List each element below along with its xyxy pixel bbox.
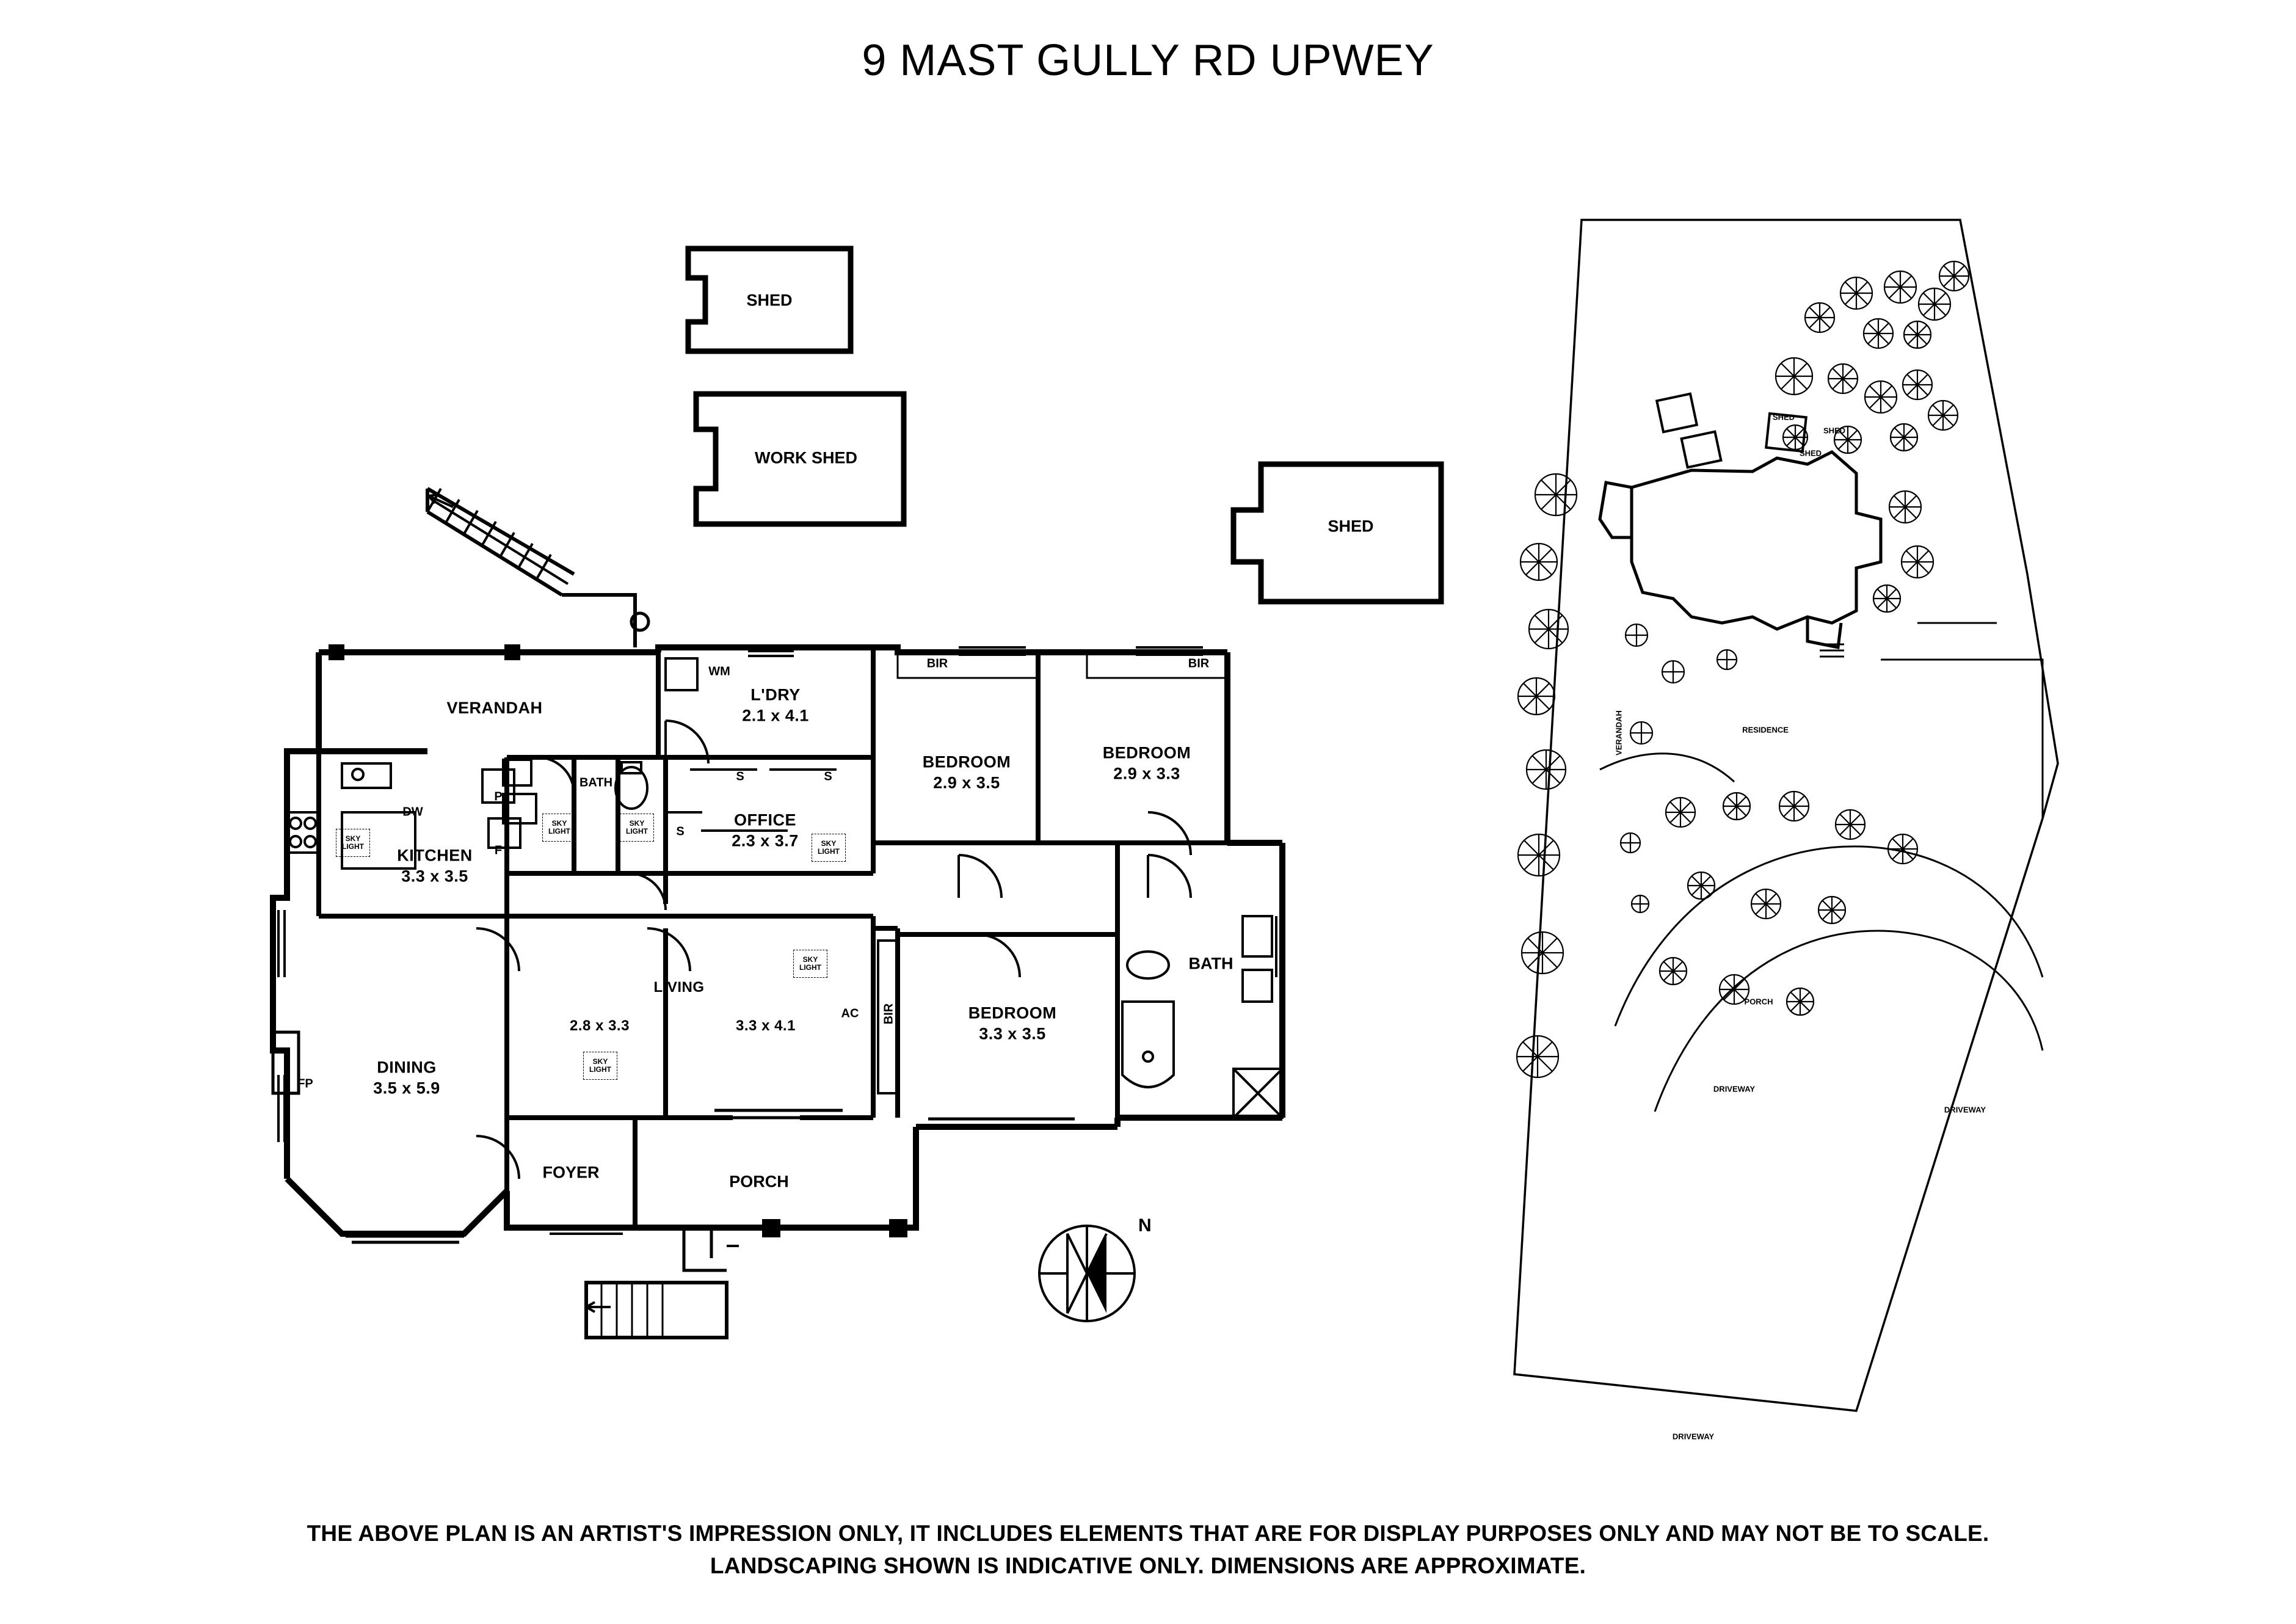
label-work-shed: WORK SHED — [755, 448, 857, 467]
site-label-shed-3: SHED — [1823, 426, 1846, 435]
site-label-driveway-1: DRIVEWAY — [1713, 1084, 1756, 1094]
site-label-shed-2: SHED — [1799, 448, 1822, 458]
label-shed-right: SHED — [1328, 517, 1374, 536]
room-label-laundry: L'DRY 2.1 x 4.1 — [742, 685, 809, 724]
compass-rose — [1039, 1226, 1135, 1321]
house-outer-walls — [273, 647, 1282, 1234]
label-bir-1: BIR — [926, 657, 948, 671]
label-shed-top: SHED — [746, 291, 793, 310]
room-label-bedroom-1: BEDROOM 2.9 x 3.5 — [922, 752, 1011, 792]
label-foyer: FOYER — [542, 1163, 600, 1182]
steps-rear — [427, 489, 635, 647]
site-label-driveway-2: DRIVEWAY — [1944, 1105, 1986, 1115]
label-bir-2: BIR — [1188, 657, 1210, 671]
room-label-dining: DINING 3.5 x 5.9 — [373, 1058, 440, 1097]
label-ac: AC — [841, 1007, 859, 1021]
room-label-living: LIVING — [653, 979, 705, 996]
room-label-office: OFFICE 2.3 x 3.7 — [732, 810, 799, 850]
skylight-bath: SKY LIGHT — [620, 814, 654, 842]
label-bath-main: BATH — [1188, 954, 1233, 973]
room-label-bedroom-3: BEDROOM 3.3 x 3.5 — [968, 1003, 1057, 1043]
skylight-living: SKY LIGHT — [793, 950, 827, 978]
label-pantry: P — [494, 790, 503, 804]
skylight-office: SKY LIGHT — [812, 834, 846, 862]
site-label-driveway-3: DRIVEWAY — [1672, 1432, 1715, 1441]
room-label-bedroom-2: BEDROOM 2.9 x 3.3 — [1102, 743, 1191, 782]
site-plan-drawing — [1490, 195, 2211, 1417]
room-label-kitchen: KITCHEN 3.3 x 3.5 — [397, 846, 473, 885]
label-s-2: S — [824, 770, 832, 784]
label-fridge: F — [494, 843, 503, 858]
disclaimer-line-1: THE ABOVE PLAN IS AN ARTIST'S IMPRESSION ONLY, IT INCLUDES ELEMENTS THAT ARE FOR DISPLAY PURPOSES ONLY AND MAY NOT BE TO SCALE. — [307, 1520, 1989, 1546]
site-label-verandah: VERANDAH — [1614, 710, 1624, 756]
label-dw: DW — [402, 805, 423, 819]
label-wm: WM — [708, 665, 730, 679]
site-label-shed-1: SHED — [1772, 412, 1795, 422]
site-label-residence: RESIDENCE — [1742, 725, 1789, 735]
label-s-1: S — [736, 770, 744, 784]
room-label-living-dim-1: 2.8 x 3.3 — [570, 1018, 630, 1034]
label-bir-3: BIR — [882, 1003, 896, 1025]
label-s-3: S — [676, 825, 685, 839]
skylight-living-2: SKY LIGHT — [583, 1052, 617, 1080]
site-label-porch: PORCH — [1744, 997, 1773, 1007]
skylight-kitchen: SKY LIGHT — [336, 829, 370, 857]
steps-front — [586, 1228, 739, 1338]
house-internal-walls — [319, 647, 1227, 1228]
label-porch: PORCH — [729, 1172, 789, 1191]
compass-north-label: N — [1138, 1215, 1152, 1236]
page-title: 9 MAST GULLY RD UPWEY — [862, 36, 1434, 85]
room-label-living-dim-2: 3.3 x 4.1 — [736, 1018, 796, 1034]
label-bath-small: BATH — [579, 776, 613, 790]
room-label-verandah: VERANDAH — [446, 699, 543, 718]
label-fireplace: FP — [297, 1077, 313, 1091]
disclaimer — [0, 1517, 2296, 1582]
disclaimer-line-2: LANDSCAPING SHOWN IS INDICATIVE ONLY. DIMENSIONS ARE APPROXIMATE. — [710, 1553, 1586, 1579]
skylight-hall-1: SKY LIGHT — [542, 814, 576, 842]
